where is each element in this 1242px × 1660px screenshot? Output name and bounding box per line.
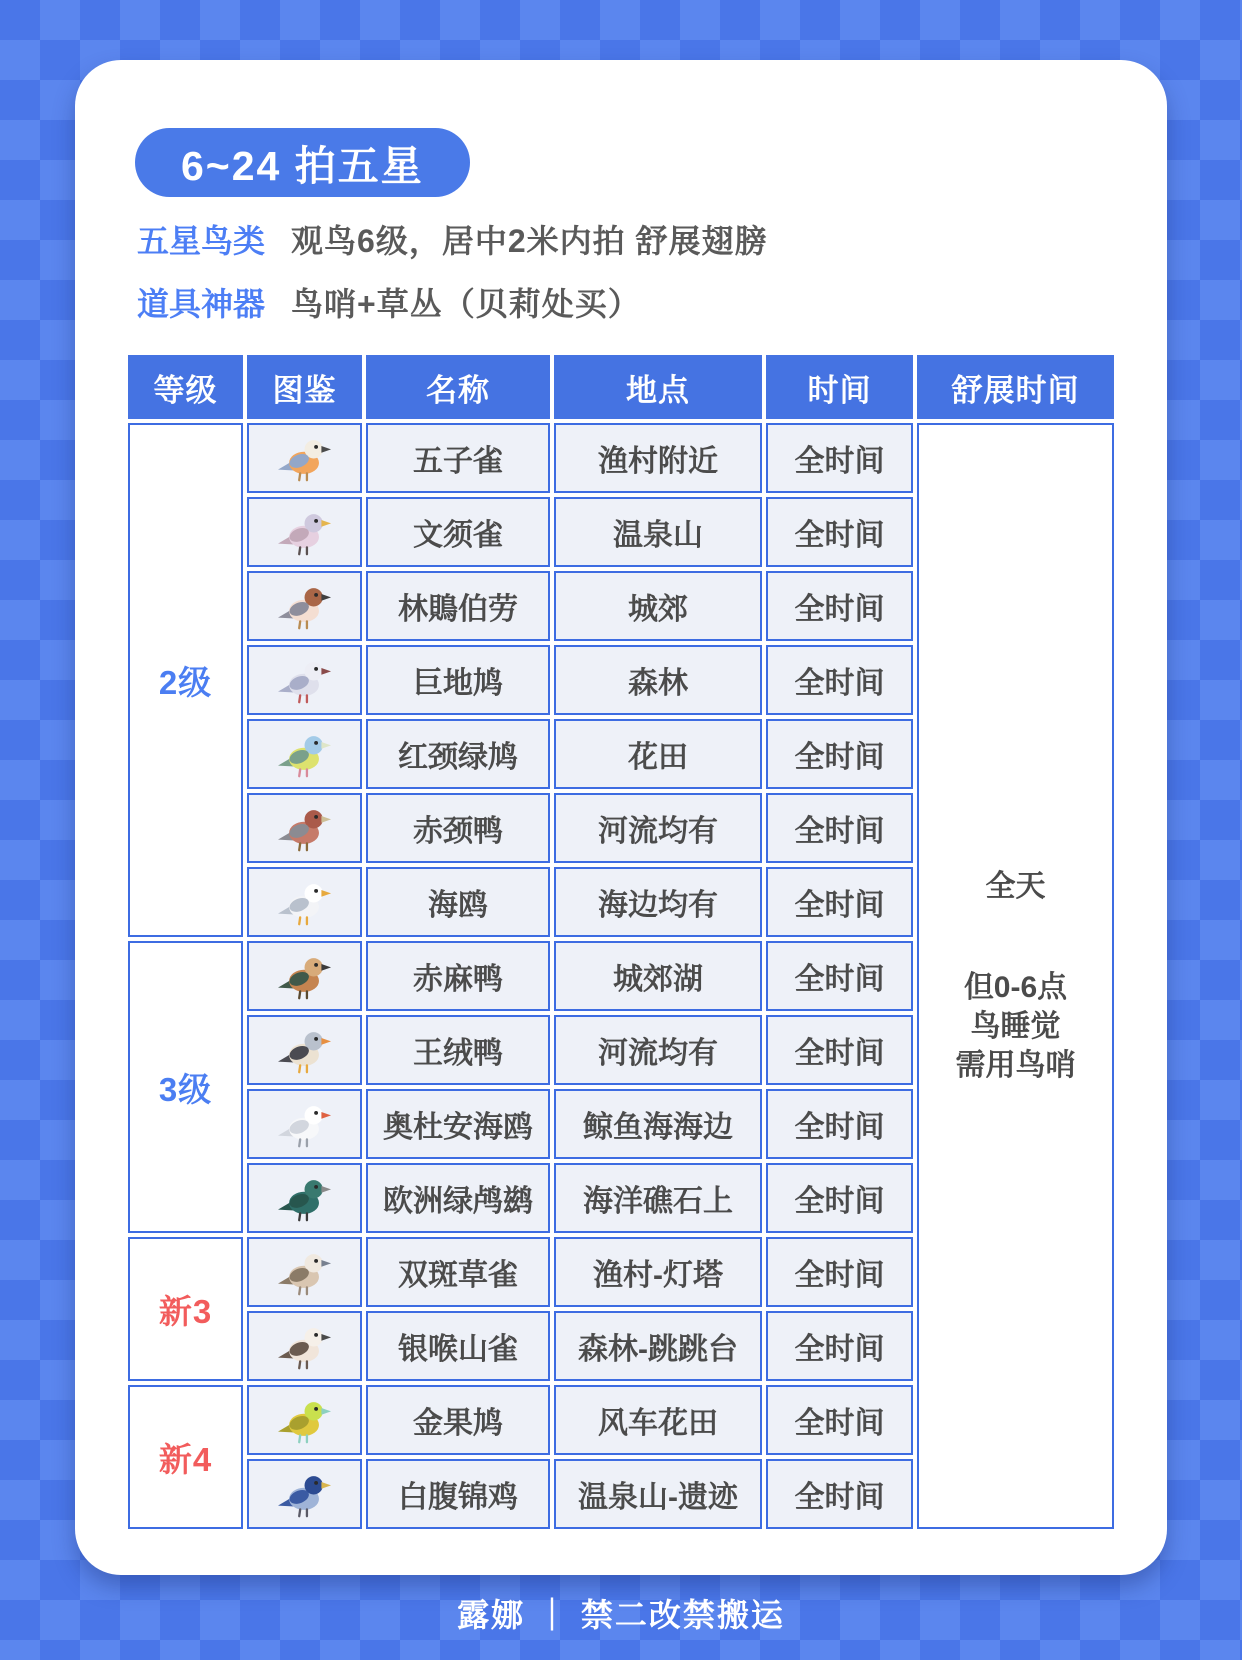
bird-name-cell: 赤颈鸭 (366, 793, 550, 863)
bird-seagull-icon (274, 875, 336, 929)
title-badge-label: 6~24 拍五星 (181, 143, 424, 189)
column-header-2: 名称 (366, 355, 550, 419)
bird-icon-cell (247, 1459, 362, 1529)
bird-name-cell: 五子雀 (366, 423, 550, 493)
bird-icon-cell (247, 1237, 362, 1307)
bird-time-cell: 全时间 (766, 1015, 913, 1085)
bird-location-cell: 城郊湖 (554, 941, 762, 1011)
bird-name-cell: 欧洲绿鸬鹚 (366, 1163, 550, 1233)
bird-icon-cell (247, 1311, 362, 1381)
level-cell: 3级 (128, 941, 243, 1233)
bird-name-cell: 巨地鸠 (366, 645, 550, 715)
bird-location-cell: 风车花田 (554, 1385, 762, 1455)
bird-king-eider-icon (274, 1023, 336, 1077)
info-line-bird-type (137, 216, 1167, 262)
bird-golden-fruit-dove-icon (274, 1393, 336, 1447)
bird-icon-cell (247, 1089, 362, 1159)
bird-location-cell: 温泉山 (554, 497, 762, 567)
bird-icon-cell (247, 497, 362, 567)
bird-table (128, 355, 1118, 1529)
bird-time-cell: 全时间 (766, 1089, 913, 1159)
bird-time-cell: 全时间 (766, 941, 913, 1011)
footer-credit-text: 露娜 ｜ 禁二改禁搬运 (457, 1597, 785, 1633)
bird-location-cell: 城郊 (554, 571, 762, 641)
bird-location-cell: 鲸鱼海海边 (554, 1089, 762, 1159)
bird-icon-cell (247, 1163, 362, 1233)
bird-name-cell: 金果鸠 (366, 1385, 550, 1455)
bird-icon-cell (247, 423, 362, 493)
bird-time-cell: 全时间 (766, 497, 913, 567)
bird-time-cell: 全时间 (766, 645, 913, 715)
bird-time-cell: 全时间 (766, 867, 913, 937)
bird-bearded-tit-icon (274, 505, 336, 559)
bird-silver-throated-tit-icon (274, 1319, 336, 1373)
column-header-4: 时间 (766, 355, 913, 419)
bird-time-cell: 全时间 (766, 1237, 913, 1307)
bird-icon-cell (247, 793, 362, 863)
bird-location-cell: 森林-跳跳台 (554, 1311, 762, 1381)
bird-shrike-icon (274, 579, 336, 633)
bird-icon-cell (247, 1015, 362, 1085)
bird-name-cell: 赤麻鸭 (366, 941, 550, 1011)
bird-icon-cell (247, 571, 362, 641)
bird-icon-cell (247, 1385, 362, 1455)
bird-name-cell: 奥杜安海鸥 (366, 1089, 550, 1159)
bird-name-cell: 双斑草雀 (366, 1237, 550, 1307)
bird-time-cell: 全时间 (766, 719, 913, 789)
bird-name-cell: 王绒鸭 (366, 1015, 550, 1085)
bird-lady-amherst-pheasant-icon (274, 1467, 336, 1521)
bird-time-cell: 全时间 (766, 793, 913, 863)
bird-icon-cell (247, 867, 362, 937)
bird-name-cell: 银喉山雀 (366, 1311, 550, 1381)
bird-location-cell: 海边均有 (554, 867, 762, 937)
guide-card (75, 60, 1167, 1575)
bird-icon-cell (247, 719, 362, 789)
bird-ground-dove-icon (274, 653, 336, 707)
info-text: 鸟哨+草丛（贝莉处买） (291, 286, 641, 322)
info-text: 观鸟6级，居中2米内拍 舒展翅膀 (291, 223, 768, 259)
column-header-3: 地点 (554, 355, 762, 419)
stretch-time-note-line: 需用鸟哨 (955, 1049, 1076, 1082)
bird-double-barred-finch-icon (274, 1245, 336, 1299)
level-cell: 新4 (128, 1385, 243, 1529)
bird-location-cell: 河流均有 (554, 1015, 762, 1085)
bird-time-cell: 全时间 (766, 1459, 913, 1529)
column-header-1: 图鉴 (247, 355, 362, 419)
stretch-time-note-line: 但0-6点 (963, 971, 1068, 1004)
column-header-0: 等级 (128, 355, 243, 419)
stretch-time-cell (917, 423, 1114, 1529)
bird-location-cell: 渔村附近 (554, 423, 762, 493)
level-cell: 新3 (128, 1237, 243, 1381)
bird-shag-icon (274, 1171, 336, 1225)
stretch-time-headline: 全天 (985, 870, 1046, 903)
bird-name-cell: 文须雀 (366, 497, 550, 567)
bird-location-cell: 花田 (554, 719, 762, 789)
bird-time-cell: 全时间 (766, 1163, 913, 1233)
title-badge (135, 128, 470, 197)
bird-location-cell: 渔村-灯塔 (554, 1237, 762, 1307)
bird-location-cell: 海洋礁石上 (554, 1163, 762, 1233)
info-line-tools (137, 279, 1167, 325)
bird-location-cell: 温泉山-遗迹 (554, 1459, 762, 1529)
level-cell: 2级 (128, 423, 243, 937)
bird-location-cell: 河流均有 (554, 793, 762, 863)
bird-location-cell: 森林 (554, 645, 762, 715)
info-label: 五星鸟类 (137, 223, 266, 259)
bird-time-cell: 全时间 (766, 1385, 913, 1455)
bird-nuthatch-icon (274, 431, 336, 485)
bird-name-cell: 红颈绿鸠 (366, 719, 550, 789)
stretch-time-note-line: 鸟睡觉 (970, 1010, 1061, 1043)
bird-icon-cell (247, 941, 362, 1011)
bird-name-cell: 白腹锦鸡 (366, 1459, 550, 1529)
bird-time-cell: 全时间 (766, 571, 913, 641)
bird-time-cell: 全时间 (766, 423, 913, 493)
info-label: 道具神器 (137, 286, 266, 322)
bird-green-pigeon-icon (274, 727, 336, 781)
column-header-5: 舒展时间 (917, 355, 1114, 419)
footer-credit (0, 1590, 1242, 1636)
bird-time-cell: 全时间 (766, 1311, 913, 1381)
bird-wigeon-icon (274, 801, 336, 855)
bird-ruddy-shelduck-icon (274, 949, 336, 1003)
bird-icon-cell (247, 645, 362, 715)
bird-name-cell: 林鵙伯劳 (366, 571, 550, 641)
bird-name-cell: 海鸥 (366, 867, 550, 937)
bird-audouin-gull-icon (274, 1097, 336, 1151)
